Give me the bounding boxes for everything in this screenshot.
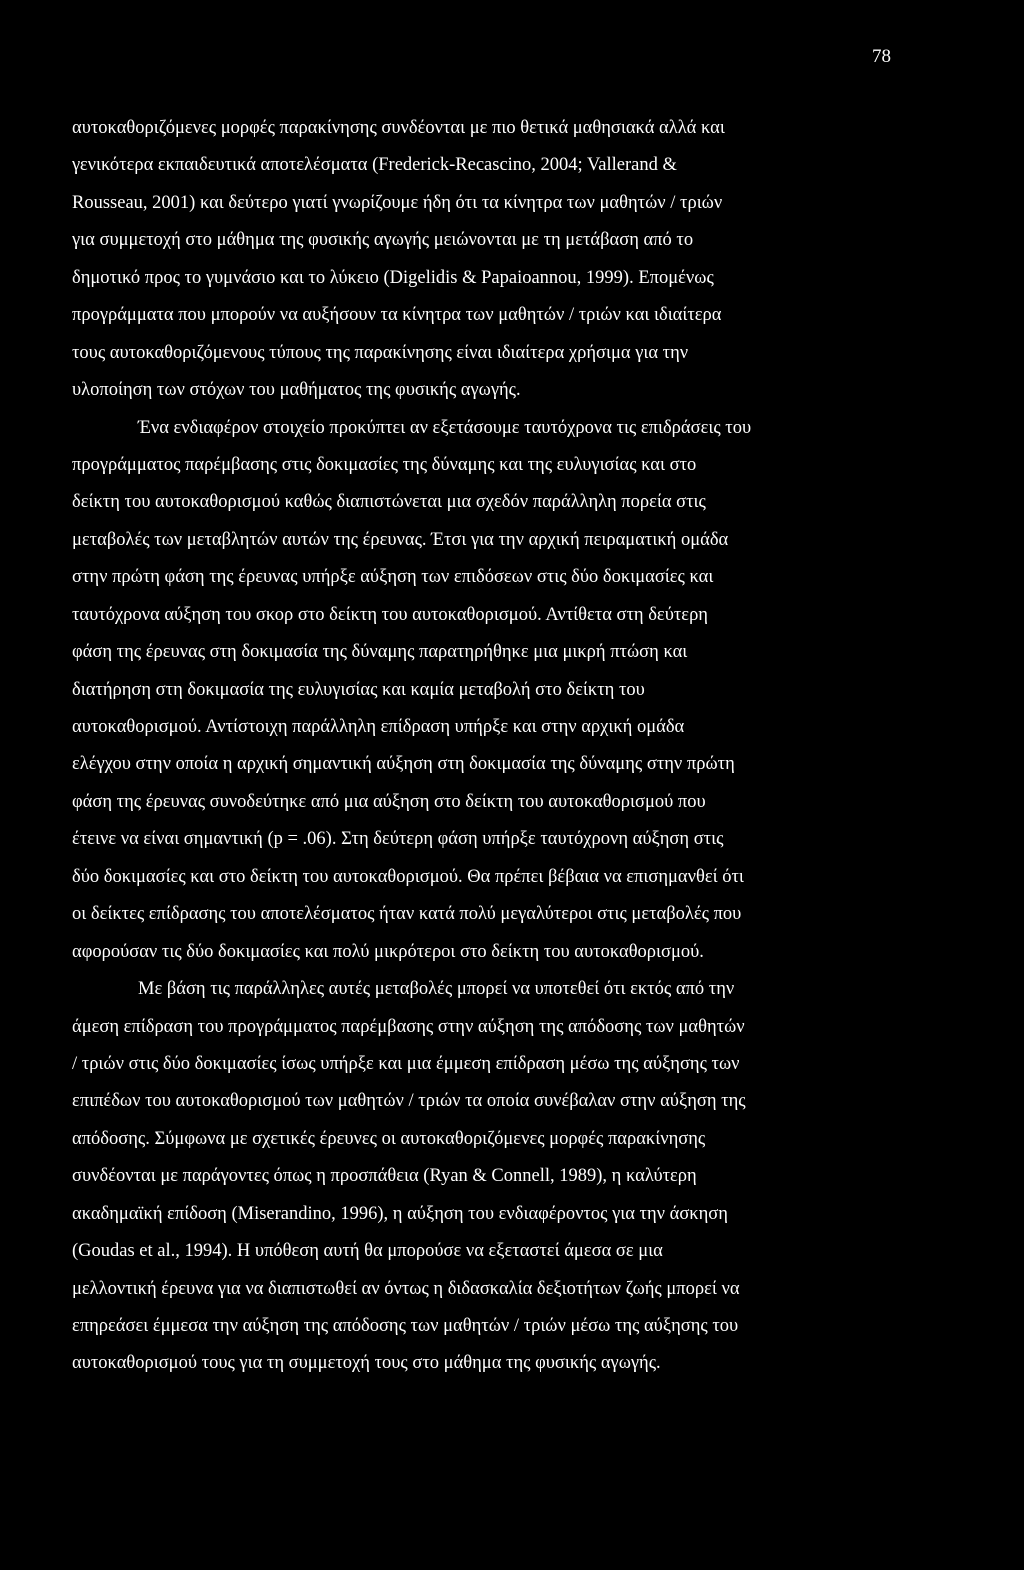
text-line: διατήρηση στη δοκιμασία της ευλυγισίας και καμία μεταβολή στο δείκτη του (72, 679, 645, 700)
text-line: τους αυτοκαθοριζόμενους τύπους της παρακίνησης είναι ιδιαίτερα χρήσιμα για την (72, 342, 689, 363)
text-line: οι δείκτες επίδρασης του αποτελέσματος ήταν κατά πολύ μεγαλύτεροι στις μεταβολές που (72, 904, 742, 925)
page-number: 78 (872, 46, 891, 67)
text-line: μελλοντική έρευνα για να διαπιστωθεί αν όντως η διδασκαλία δεξιοτήτων ζωής μπορεί να (72, 1278, 740, 1299)
body-text (72, 110, 952, 1383)
text-line: επηρεάσει έμμεσα την αύξηση της απόδοσης των μαθητών / τριών μέσω της αύξησης του (72, 1316, 739, 1336)
text-line: φάση της έρευνας στη δοκιμασία της δύναμης παρατηρήθηκε μια μικρή πτώση και (72, 642, 688, 663)
text-line: ακαδημαϊκή επίδοση (Miserandino, 1996), η αύξηση του ενδιαφέροντος για την άσκηση (72, 1203, 728, 1224)
text-line: φάση της έρευνας συνοδεύτηκε από μια αύξηση στο δείκτη του αυτοκαθορισμού που (72, 791, 706, 812)
text-line: προγράμματος παρέμβασης στις δοκιμασίες της δύναμης και της ευλυγισίας και στο (72, 454, 697, 475)
text-line: για συμμετοχή στο μάθημα της φυσικής αγωγής μειώνονται με τη μετάβαση από το (72, 230, 694, 251)
text-line: επιπέδων του αυτοκαθορισμού των μαθητών / τριών τα οποία συνέβαλαν στην αύξηση της (72, 1091, 746, 1112)
text-line: (Goudas et al., 1994). Η υπόθεση αυτή θα μπορούσε να εξεταστεί άμεσα σε μια (72, 1241, 663, 1262)
text-line: συνδέονται με παράγοντες όπως η προσπάθεια (Ryan & Connell, 1989), η καλύτερη (72, 1166, 697, 1187)
text-line: προγράμματα που μπορούν να αυξήσουν τα κίνητρα των μαθητών / τριών και ιδιαίτερα (72, 305, 722, 326)
paragraph-first-line: Ένα ενδιαφέρον στοιχείο προκύπτει αν εξετάσουμε ταυτόχρονα τις επιδράσεις του (138, 417, 752, 438)
text-line: υλοποίηση των στόχων του μαθήματος της φυσικής αγωγής. (72, 380, 521, 401)
text-line: μεταβολές των μεταβλητών αυτών της έρευνας. Έτσι για την αρχική πειραματική ομάδα (72, 529, 729, 550)
text-line: ελέγχου στην οποία η αρχική σημαντική αύξηση στη δοκιμασία της δύναμης στην πρώτη (72, 754, 735, 775)
text-line: δύο δοκιμασίες και στο δείκτη του αυτοκαθορισμού. Θα πρέπει βέβαια να επισημανθεί ότι (72, 866, 744, 887)
text-line: στην πρώτη φάση της έρευνας υπήρξε αύξηση των επιδόσεων στις δύο δοκιμασίες και (72, 567, 714, 588)
text-line: αφορούσαν τις δύο δοκιμασίες και πολύ μικρότεροι στο δείκτη του αυτοκαθορισμού. (72, 941, 704, 962)
text-line: ταυτόχρονα αύξηση του σκορ στο δείκτη του αυτοκαθορισμού. Αντίθετα στη δεύτερη (72, 604, 708, 625)
text-line: δείκτη του αυτοκαθορισμού καθώς διαπιστώνεται μια σχεδόν παράλληλη πορεία στις (72, 492, 706, 513)
text-line: απόδοσης. Σύμφωνα με σχετικές έρευνες οι αυτοκαθοριζόμενες μορφές παρακίνησης (72, 1128, 706, 1149)
text-line: αυτοκαθοριζόμενες μορφές παρακίνησης συνδέονται με πιο θετικά μαθησιακά αλλά και (72, 118, 725, 138)
text-line: άμεση επίδραση του προγράμματος παρέμβασης στην αύξηση της απόδοσης των μαθητών (72, 1016, 745, 1037)
text-line: έτεινε να είναι σημαντική (p = .06). Στη δεύτερη φάση υπήρξε ταυτόχρονη αύξηση στις (72, 829, 724, 850)
text-line: γενικότερα εκπαιδευτικά αποτελέσματα (Frederick-Recascino, 2004; Vallerand & (72, 155, 677, 176)
paragraph-first-line: Με βάση τις παράλληλες αυτές μεταβολές μπορεί να υποτεθεί ότι εκτός από την (138, 979, 735, 1000)
text-line: Rousseau, 2001) και δεύτερο γιατί γνωρίζουμε ήδη ότι τα κίνητρα των μαθητών / τριών (72, 192, 723, 213)
text-line: αυτοκαθορισμού. Αντίστοιχη παράλληλη επίδραση υπήρξε και στην αρχική ομάδα (72, 717, 685, 737)
text-line: αυτοκαθορισμού τους για τη συμμετοχή τους στο μάθημα της φυσικής αγωγής. (72, 1353, 661, 1374)
text-line: / τριών στις δύο δοκιμασίες ίσως υπήρξε και μια έμμεση επίδραση μέσω της αύξησης των (72, 1053, 740, 1074)
text-line: δημοτικό προς το γυμνάσιο και το λύκειο (Digelidis & Papaioannou, 1999). Επομένως (72, 267, 714, 288)
